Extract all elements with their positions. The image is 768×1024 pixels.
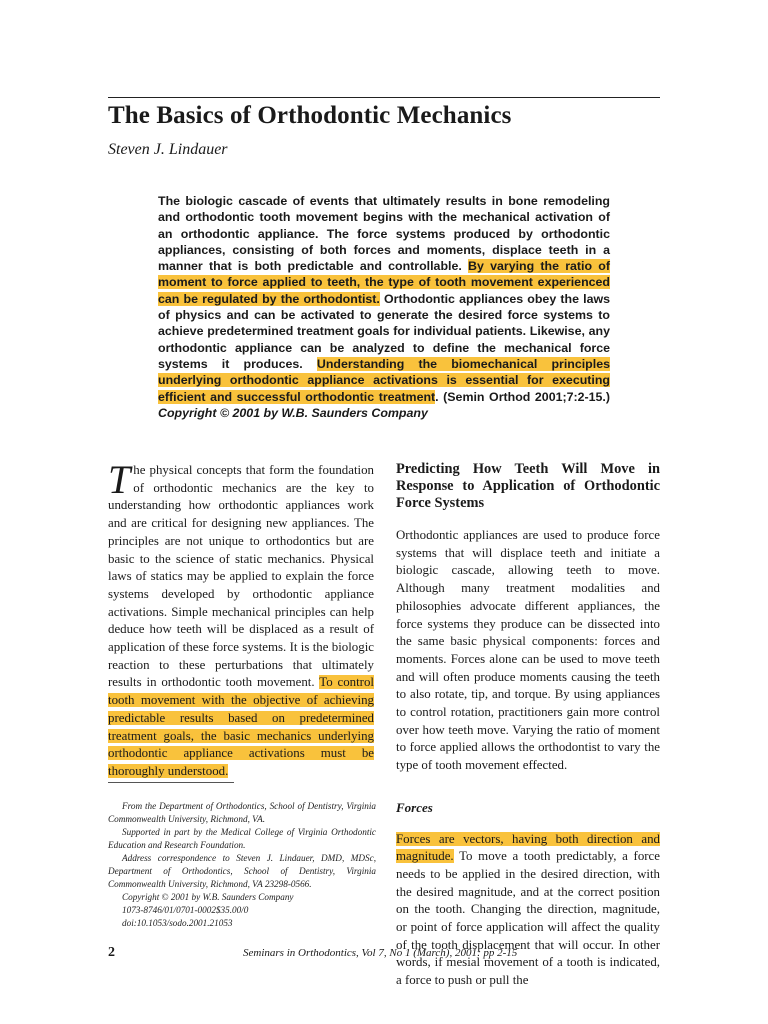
abstract-highlight-1[interactable]: By varying the ratio of moment to force applied to teeth, the type of tooth movement experienced can be regulated by the orthodontist. [158, 259, 610, 306]
drop-cap: T [108, 457, 131, 502]
section-heading: Predicting How Teeth Will Move in Response to Application of Orthodontic Force Systems [396, 461, 660, 511]
forces-text: To move a tooth predictably, a force needs to be applied in the desired direction, with the desired magnitude, and at the correct position on the tooth. Changing the direction, magnitude, or point of force application will affect the quality of the tooth displacement that will occur. In other words, if mesial movement of a tooth is indicated, a force to push or pull the [396, 849, 660, 988]
forces-paragraph [396, 831, 660, 990]
intro-highlight[interactable]: To control tooth movement with the objective of achieving predictable results based on predetermined treatment goals, the basic mechanics underlying orthodontic appliance activations must be thoroughly understood. [108, 675, 374, 778]
top-rule [108, 97, 660, 98]
abstract [158, 193, 610, 421]
article-title: The Basics of Orthodontic Mechanics [108, 102, 512, 129]
forces-highlight[interactable]: Forces are vectors, having both direction and magnitude. [396, 831, 660, 864]
footnotes [108, 800, 376, 930]
journal-citation: Seminars in Orthodontics, Vol 7, No 1 (March), 2001: pp 2-15 [243, 947, 518, 959]
abstract-highlight-2[interactable]: Understanding the biomechanical principles underlying orthodontic appliance activations is essential for executing efficient and successful orthodontic treatment [158, 356, 610, 404]
abstract-copyright: Copyright © 2001 by W.B. Saunders Company [158, 405, 428, 420]
intro-text: he physical concepts that form the foundation of orthodontic mechanics are the key to understanding how orthodontic appliances work and are critical for designing new appliances. The principles are not unique to orthodontics but are basic to the science of static mechanics. Physical laws of statics may be applied to explain the force systems developed by orthodontic appliance activations. Simple mechanical principles can help deduce how teeth will be displaced as a result of application of these force systems. It is the biologic reaction to these perturbations that ultimately results in orthodontic tooth movement. [108, 463, 374, 690]
article-author: Steven J. Lindauer [108, 141, 228, 158]
footnote-support: Supported in part by the Medical College of Virginia Orthodontic Education and Research Foundation. [108, 827, 376, 850]
abstract-citation: . (Semin Orthod 2001;7:2-15.) [435, 389, 610, 404]
footnote-affiliation: From the Department of Orthodontics, School of Dentistry, Virginia Commonwealth University, Richmond, VA. [108, 801, 376, 824]
page-number: 2 [108, 945, 115, 960]
footnote-rule [108, 782, 234, 783]
footnote-doi[interactable]: doi:10.1053/sodo.2001.21053 [122, 918, 233, 928]
abstract-text: Orthodontic appliances obey the laws of physics and can be activated to generate the desired force systems to achieve predetermined treatment goals for individual patients. Likewise, any orthodontic appliance can be analyzed to define the mechanical force systems it produces. [158, 291, 610, 371]
subsection-heading-forces: Forces [396, 799, 433, 815]
body-column [396, 461, 660, 990]
footnote-correspondence: Address correspondence to Steven J. Lindauer, DMD, MDSc, Department of Orthodontics, School of Dentistry, Virginia Commonwealth University, Richmond, VA 23298-0566. [108, 853, 376, 889]
section-paragraph: Orthodontic appliances are used to produce force systems that will displace teeth and initiate a biologic cascade, allowing teeth to move. Although many treatment modalities and philosophies advocate different appliances, the force systems they produce can be dissected into the same basic physical components: forces and moments. Forces alone can be used to move teeth and will often produce moments causing the teeth to also rotate, tip, and torque. By using appliances to control rotation, practitioners gain more control over how teeth move. Varying the ratio of moment to force applied allows the orthodontist to vary the type of tooth movement effected. [396, 528, 660, 773]
footnote-issn: 1073-8746/01/0701-0002$35.00/0 [122, 905, 249, 915]
intro-column [108, 457, 374, 781]
abstract-text: The biologic cascade of events that ultimately results in bone remodeling and orthodontic tooth movement begins with the mechanical activation of an orthodontic appliance. The force systems produced by orthodontic appliances, consisting of both forces and moments, displace teeth in a manner that is both predictable and controllable. [158, 194, 610, 274]
footnote-copyright: Copyright © 2001 by W.B. Saunders Company [122, 892, 294, 902]
